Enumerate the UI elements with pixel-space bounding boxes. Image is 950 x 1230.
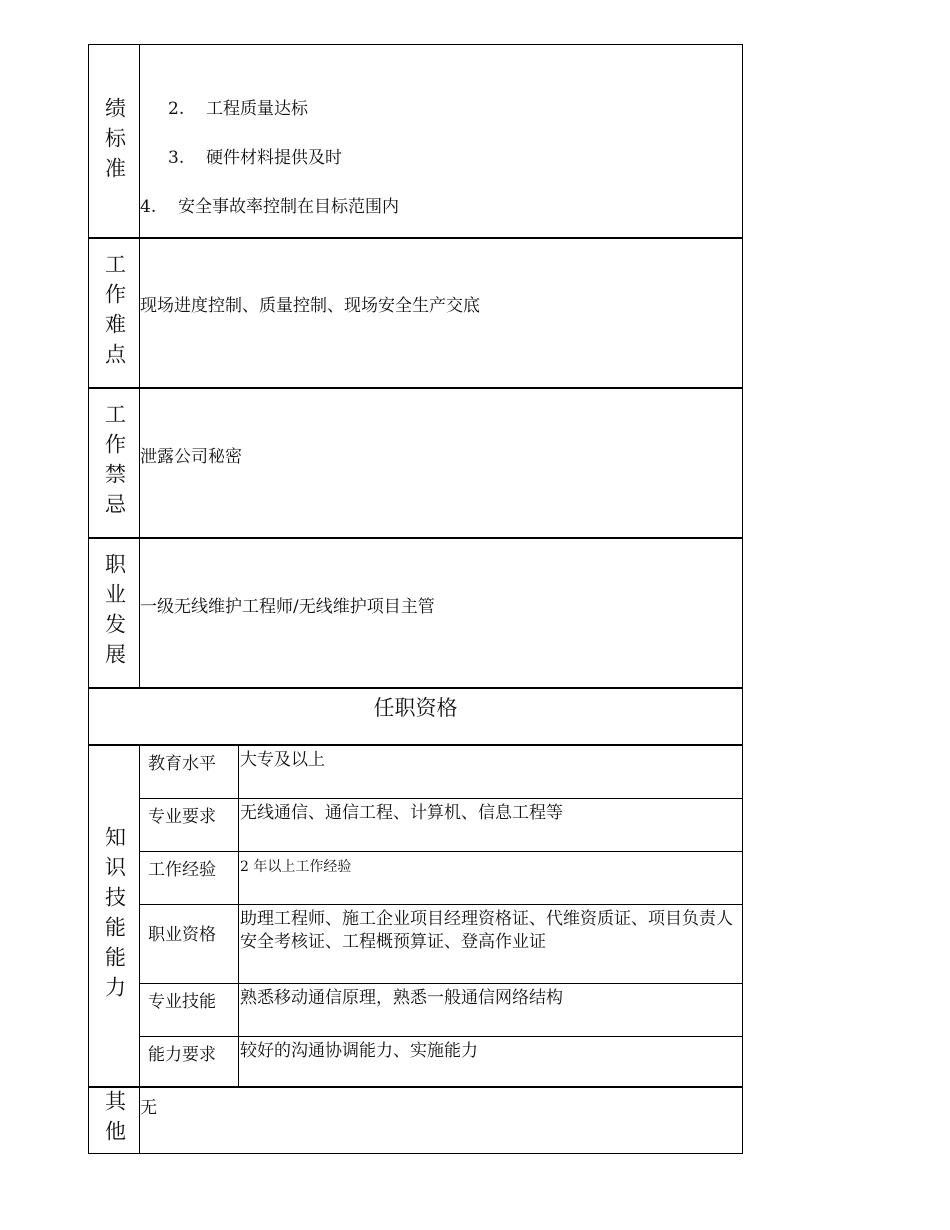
ability-label: 能力要求 xyxy=(140,1036,239,1087)
education-value: 大专及以上 xyxy=(240,750,325,770)
qualification-group-label: 知识技能能力 xyxy=(102,826,127,1006)
skill-value: 熟悉移动通信原理，熟悉一般通信网络结构 xyxy=(240,988,563,1008)
taboo-label: 工作禁忌 xyxy=(102,403,127,523)
career-row xyxy=(88,537,743,689)
experience-value: 2 年以上工作经验 xyxy=(240,859,352,875)
experience-label: 工作经验 xyxy=(140,851,239,904)
career-label-cell xyxy=(89,538,140,688)
taboo-text: 泄露公司秘密 xyxy=(140,447,242,467)
performance-label-cell xyxy=(89,45,140,238)
other-label: 其他 xyxy=(102,1090,127,1150)
performance-item: 2. 工程质量达标 xyxy=(168,99,308,119)
certification-value: 助理工程师、施工企业项目经理资格证、代维资质证、项目负责人安全考核证、工程概预算证、登高作业证 xyxy=(240,909,733,952)
difficulty-label: 工作难点 xyxy=(102,253,127,373)
skill-label: 专业技能 xyxy=(140,983,239,1036)
difficulty-text: 现场进度控制、质量控制、现场安全生产交底 xyxy=(140,296,480,316)
ability-row xyxy=(140,1036,742,1087)
career-label: 职业发展 xyxy=(102,553,127,673)
experience-row xyxy=(140,851,742,905)
certification-row xyxy=(140,904,742,984)
taboo-content xyxy=(140,388,742,538)
education-label: 教育水平 xyxy=(140,745,239,798)
education-row xyxy=(140,745,742,799)
qualification-group xyxy=(88,744,743,1088)
other-text: 无 xyxy=(140,1098,157,1118)
performance-item: 3. 硬件材料提供及时 xyxy=(168,148,342,168)
performance-row xyxy=(88,44,743,239)
taboo-row xyxy=(88,387,743,539)
qualification-heading-row xyxy=(88,687,743,746)
performance-content xyxy=(140,45,742,238)
skill-row xyxy=(140,983,742,1037)
other-row xyxy=(88,1086,743,1154)
certification-label: 职业资格 xyxy=(140,904,239,983)
career-content xyxy=(140,538,742,688)
difficulty-content xyxy=(140,238,742,388)
qualification-title: 任职资格 xyxy=(373,696,458,720)
taboo-label-cell xyxy=(89,388,140,538)
qualification-group-label-cell xyxy=(89,745,140,1087)
major-label: 专业要求 xyxy=(140,798,239,851)
difficulty-label-cell xyxy=(89,238,140,388)
other-content xyxy=(140,1087,742,1153)
ability-value: 较好的沟通协调能力、实施能力 xyxy=(240,1041,478,1061)
major-value: 无线通信、通信工程、计算机、信息工程等 xyxy=(240,803,563,823)
other-label-cell xyxy=(89,1087,140,1153)
career-text: 一级无线维护工程师/无线维护项目主管 xyxy=(140,597,435,617)
major-row xyxy=(140,798,742,852)
performance-label: 绩标准 xyxy=(102,96,127,187)
performance-item: 4. 安全事故率控制在目标范围内 xyxy=(140,197,399,217)
difficulty-row xyxy=(88,237,743,389)
